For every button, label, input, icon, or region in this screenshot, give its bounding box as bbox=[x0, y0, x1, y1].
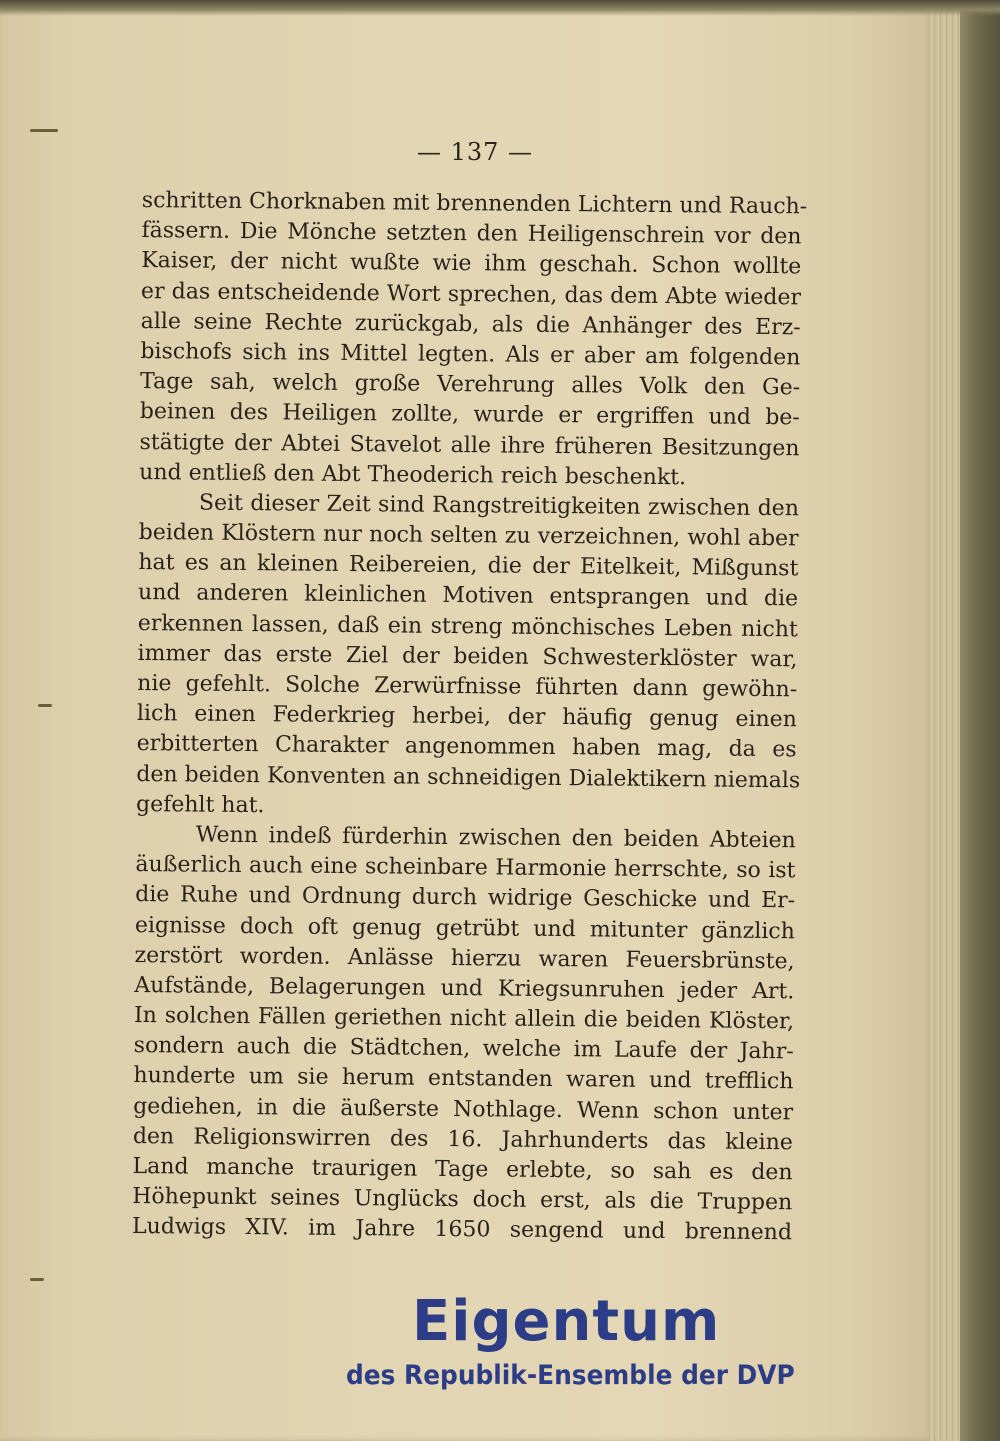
text-line: äußerlich auch eine scheinbare Harmonie herrschte, so ist bbox=[135, 852, 796, 884]
paragraph-1 bbox=[139, 186, 808, 494]
stamp-subtitle: des Republik-Ensemble der DVP bbox=[346, 1360, 795, 1391]
ownership-stamp bbox=[340, 1290, 820, 1391]
text-line: gediehen, in die äußerste Nothlage. Wenn schon unter bbox=[133, 1093, 794, 1125]
text-line: den beiden Konventen an schneidigen Dialektikern niemals bbox=[136, 761, 801, 793]
text-line: Aufstände, Belagerungen und Kriegsunruhen jeder Art. bbox=[134, 972, 795, 1005]
text-line: fässern. Die Mönche setzten den Heiligenschrein vor den bbox=[141, 218, 802, 250]
text-line: erkennen lassen, daß ein streng mönchisches Leben nicht bbox=[137, 610, 798, 642]
text-line: stätigte der Abtei Stavelot alle ihre früheren Besitzungen bbox=[139, 429, 800, 461]
text-line: Höhepunkt seines Unglücks doch erst, als die Truppen bbox=[132, 1184, 793, 1216]
text-line: Seit dieser Zeit sind Rangstreitigkeiten zwischen den bbox=[198, 490, 800, 522]
binding-thread-mark bbox=[30, 129, 58, 132]
text-line: nie gefehlt. Solche Zerwürfnisse führten dann gewöhn- bbox=[137, 670, 798, 703]
top-shadow bbox=[0, 0, 1000, 16]
text-line: zerstört worden. Anlässe hierzu waren Feuersbrünste, bbox=[134, 942, 795, 974]
page-number: — 137 — bbox=[416, 138, 534, 166]
stamp-title: Eigentum bbox=[412, 1289, 721, 1354]
text-line: bischofs sich ins Mittel legten. Als er aber am folgenden bbox=[140, 338, 801, 371]
text-line: Wenn indeß fürderhin zwischen den beiden Abteien bbox=[195, 822, 796, 854]
text-line: die Ruhe und Ordnung durch widrige Geschicke und Er- bbox=[135, 882, 796, 914]
book-cover-edge bbox=[960, 0, 1000, 1441]
text-line: hat es an kleinen Reibereien, die der Eitelkeit, Mißgunst bbox=[138, 550, 799, 582]
text-line: lich einen Federkrieg herbei, der häufig genug einen bbox=[136, 701, 798, 733]
text-line: schritten Chorknaben mit brennenden Lichtern und Rauch- bbox=[141, 187, 808, 220]
text-line: gefehlt hat. bbox=[135, 791, 265, 818]
text-line: beinen des Heiligen zollte, wurde er ergriffen und be- bbox=[139, 399, 800, 431]
text-line: Kaiser, der nicht wußte wie ihm geschah. Schon wollte bbox=[141, 248, 802, 280]
text-line: eignisse doch oft genug getrübt und mitunter gänzlich bbox=[134, 912, 795, 944]
text-line: immer das erste Ziel der beiden Schwesterklöster war, bbox=[137, 640, 798, 673]
text-line: und entließ den Abt Theoderich reich beschenkt. bbox=[139, 459, 687, 490]
body-text bbox=[131, 186, 808, 1249]
text-line: Ludwigs XIV. im Jahre 1650 sengend und brennend bbox=[131, 1214, 793, 1246]
paragraph-3 bbox=[132, 820, 796, 1249]
text-line: Land manche traurigen Tage erlebte, so sah es den bbox=[132, 1153, 793, 1186]
text-line: In solchen Fällen geriethen nicht allein die beiden Klöster, bbox=[133, 1003, 795, 1035]
text-line: hunderte um sie herum entstanden waren und trefflich bbox=[133, 1063, 794, 1095]
text-line: erbitterten Charakter angenommen haben mag, da es bbox=[136, 731, 797, 763]
text-line: sondern auch die Städtchen, welche im Laufe der Jahr- bbox=[133, 1033, 794, 1065]
text-line: Tage sah, welch große Verehrung alles Volk den Ge- bbox=[140, 369, 801, 401]
text-line: den Religionswirren des 16. Jahrhunderts das kleine bbox=[132, 1123, 793, 1156]
text-line: beiden Klöstern nur noch selten zu verzeichnen, wohl aber bbox=[138, 520, 799, 552]
text-line: alle seine Rechte zurückgab, als die Anhänger des Erz- bbox=[140, 308, 801, 341]
binding-thread-mark bbox=[30, 1278, 44, 1281]
binding-thread-mark bbox=[38, 704, 52, 707]
text-line: und anderen kleinlichen Motiven entsprangen und die bbox=[137, 580, 799, 612]
paragraph-2 bbox=[136, 488, 799, 826]
text-line: er das entscheidende Wort sprechen, das dem Abte wieder bbox=[140, 278, 802, 310]
